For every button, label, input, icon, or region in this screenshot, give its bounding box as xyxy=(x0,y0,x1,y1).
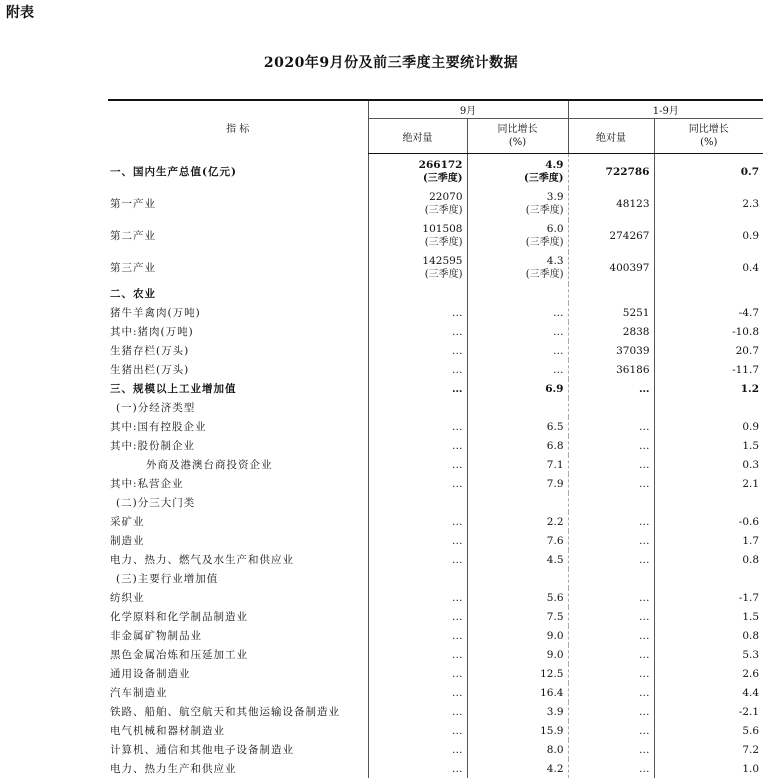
sep-yoy-cell: … xyxy=(467,341,568,360)
ytd-absolute-cell: … xyxy=(568,759,654,778)
sep-absolute-cell xyxy=(368,398,467,417)
table-row xyxy=(108,645,763,664)
ytd-yoy-cell: 1.5 xyxy=(654,436,763,455)
sep-yoy-cell xyxy=(467,220,568,252)
sep-yoy-cell: 3.9 xyxy=(467,702,568,721)
sep-absolute-cell: … xyxy=(368,550,467,569)
table-body xyxy=(108,154,763,779)
ytd-absolute-cell: 36186 xyxy=(568,360,654,379)
header-yoy-line1: 同比增长 xyxy=(497,124,538,135)
sep-yoy-cell: 9.0 xyxy=(467,626,568,645)
ytd-absolute-cell: … xyxy=(568,474,654,493)
header-yoy-line1: 同比增长 xyxy=(688,124,729,135)
sep-yoy-cell: 6.5 xyxy=(467,417,568,436)
row-label: 外商及港澳台商投资企业 xyxy=(146,458,273,471)
table-row xyxy=(108,550,763,569)
row-label: 通用设备制造业 xyxy=(110,667,191,680)
ytd-yoy-cell: 0.8 xyxy=(654,550,763,569)
row-label: 其中:私营企业 xyxy=(110,477,184,490)
row-label: 其中:股份制企业 xyxy=(110,439,196,452)
sep-absolute-cell xyxy=(368,284,467,303)
row-label: 生猪存栏(万头) xyxy=(110,344,190,357)
table-row xyxy=(108,398,763,417)
sep-yoy-cell-note: (三季度) xyxy=(524,173,564,184)
ytd-yoy-cell: 5.3 xyxy=(654,645,763,664)
sep-absolute-cell: … xyxy=(368,683,467,702)
ytd-yoy-cell: -10.8 xyxy=(654,322,763,341)
table-row xyxy=(108,417,763,436)
ytd-yoy-cell: 2.1 xyxy=(654,474,763,493)
table-row xyxy=(108,569,763,588)
header-sep-absolute: 绝对量 xyxy=(368,119,467,154)
sep-absolute-cell xyxy=(368,188,467,220)
sep-yoy-cell xyxy=(467,398,568,417)
row-label: 汽车制造业 xyxy=(110,686,168,699)
row-label: 其中:国有控股企业 xyxy=(110,420,207,433)
sep-yoy-cell-note: (三季度) xyxy=(525,205,564,216)
row-label: 电力、热力、燃气及水生产和供应业 xyxy=(110,553,294,566)
row-label: (三)主要行业增加值 xyxy=(116,572,219,585)
sep-absolute-cell: … xyxy=(368,740,467,759)
table-row xyxy=(108,379,763,398)
ytd-yoy-cell: 0.3 xyxy=(654,455,763,474)
row-label: 二、农业 xyxy=(110,287,156,300)
header-indicator: 指 标 xyxy=(108,100,368,154)
header-sep-yoy xyxy=(467,119,568,154)
ytd-yoy-cell: -2.1 xyxy=(654,702,763,721)
sep-yoy-cell: 2.2 xyxy=(467,512,568,531)
sep-absolute-cell: … xyxy=(368,607,467,626)
sep-yoy-cell: 8.0 xyxy=(467,740,568,759)
row-label: 第一产业 xyxy=(110,198,156,210)
table-row xyxy=(108,493,763,512)
sep-absolute-cell xyxy=(368,569,467,588)
row-label: 电气机械和器材制造业 xyxy=(110,724,225,737)
ytd-yoy-cell: 4.4 xyxy=(654,683,763,702)
table-row xyxy=(108,341,763,360)
header-ytd-yoy xyxy=(654,119,763,154)
sep-yoy-cell: 15.9 xyxy=(467,721,568,740)
ytd-absolute-cell xyxy=(568,398,654,417)
ytd-absolute-cell xyxy=(568,569,654,588)
ytd-absolute-cell: … xyxy=(568,702,654,721)
ytd-yoy-cell: 1.2 xyxy=(654,379,763,398)
appendix-label: 附表 xyxy=(6,5,34,21)
ytd-absolute-cell: … xyxy=(568,417,654,436)
sep-absolute-cell: … xyxy=(368,322,467,341)
table-row xyxy=(108,531,763,550)
table-row xyxy=(108,664,763,683)
sep-yoy-cell xyxy=(467,252,568,284)
row-label: 一、国内生产总值(亿元) xyxy=(110,165,237,178)
row-label: 非金属矿物制品业 xyxy=(110,629,202,642)
ytd-absolute-cell: … xyxy=(568,607,654,626)
sep-absolute-cell: … xyxy=(368,455,467,474)
ytd-absolute-cell: 2838 xyxy=(568,322,654,341)
table-row xyxy=(108,607,763,626)
ytd-absolute-cell: 274267 xyxy=(568,220,654,252)
row-label: 计算机、通信和其他电子设备制造业 xyxy=(110,743,294,756)
table-row xyxy=(108,474,763,493)
row-label: 黑色金属冶炼和压延加工业 xyxy=(110,648,248,661)
ytd-absolute-cell: … xyxy=(568,379,654,398)
sep-absolute-cell: … xyxy=(368,702,467,721)
ytd-yoy-cell: 0.9 xyxy=(654,417,763,436)
row-label: 其中:猪肉(万吨) xyxy=(110,325,194,338)
row-label: 化学原料和化学制品制造业 xyxy=(110,610,248,623)
row-label: (二)分三大门类 xyxy=(116,496,196,509)
ytd-yoy-cell: 0.9 xyxy=(654,220,763,252)
sep-yoy-cell-value: 4.9 xyxy=(545,159,564,171)
header-yoy-line2: (%) xyxy=(508,137,527,148)
ytd-yoy-cell: 20.7 xyxy=(654,341,763,360)
sep-yoy-cell: 5.6 xyxy=(467,588,568,607)
row-label: 三、规模以上工业增加值 xyxy=(110,382,237,395)
sep-absolute-cell-note: (三季度) xyxy=(424,205,463,216)
row-label: 电力、热力生产和供应业 xyxy=(110,762,237,775)
ytd-yoy-cell: 2.3 xyxy=(654,188,763,220)
sep-absolute-cell-value: 101508 xyxy=(422,223,463,235)
sep-absolute-cell: … xyxy=(368,626,467,645)
header-jan-sep: 1-9月 xyxy=(568,100,763,119)
ytd-absolute-cell xyxy=(568,493,654,512)
sep-absolute-cell xyxy=(368,220,467,252)
ytd-absolute-cell xyxy=(568,284,654,303)
table-row xyxy=(108,360,763,379)
row-label: 制造业 xyxy=(110,534,145,547)
sep-yoy-cell: 16.4 xyxy=(467,683,568,702)
sep-yoy-cell: 6.8 xyxy=(467,436,568,455)
sep-yoy-cell-value: 6.0 xyxy=(546,223,564,235)
statistics-table xyxy=(108,99,763,778)
sep-absolute-cell-value: 22070 xyxy=(429,191,463,203)
sep-yoy-cell: 7.5 xyxy=(467,607,568,626)
table-row xyxy=(108,683,763,702)
ytd-yoy-cell xyxy=(654,493,763,512)
ytd-absolute-cell: … xyxy=(568,645,654,664)
ytd-absolute-cell: 5251 xyxy=(568,303,654,322)
table-row xyxy=(108,512,763,531)
ytd-yoy-cell: 7.2 xyxy=(654,740,763,759)
ytd-absolute-cell: … xyxy=(568,512,654,531)
sep-yoy-cell xyxy=(467,188,568,220)
table-row xyxy=(108,284,763,303)
ytd-yoy-cell xyxy=(654,569,763,588)
row-label: 第三产业 xyxy=(110,262,156,274)
ytd-absolute-cell: … xyxy=(568,588,654,607)
table-row xyxy=(108,154,763,189)
sep-absolute-cell: … xyxy=(368,379,467,398)
ytd-absolute-cell: … xyxy=(568,721,654,740)
page-title: 2020年9月份及前三季度主要统计数据 xyxy=(263,55,519,71)
table-row xyxy=(108,220,763,252)
ytd-yoy-cell: 0.8 xyxy=(654,626,763,645)
sep-absolute-cell: … xyxy=(368,645,467,664)
ytd-yoy-cell: 1.7 xyxy=(654,531,763,550)
ytd-absolute-cell: … xyxy=(568,626,654,645)
sep-absolute-cell-note: (三季度) xyxy=(424,237,463,248)
sep-yoy-cell: … xyxy=(467,360,568,379)
sep-absolute-cell xyxy=(368,252,467,284)
ytd-absolute-cell: 37039 xyxy=(568,341,654,360)
sep-yoy-cell xyxy=(467,569,568,588)
table-header xyxy=(108,100,763,154)
sep-absolute-cell: … xyxy=(368,759,467,778)
ytd-absolute-cell: … xyxy=(568,740,654,759)
table-row xyxy=(108,322,763,341)
row-label: 铁路、船舶、航空航天和其他运输设备制造业 xyxy=(110,705,340,718)
sep-yoy-cell xyxy=(467,154,568,189)
ytd-yoy-cell: 1.5 xyxy=(654,607,763,626)
ytd-absolute-cell: … xyxy=(568,664,654,683)
table-row xyxy=(108,436,763,455)
ytd-yoy-cell: 0.7 xyxy=(654,154,763,189)
sep-absolute-cell-note: (三季度) xyxy=(424,269,463,280)
table-row xyxy=(108,188,763,220)
row-label: 采矿业 xyxy=(110,515,145,528)
ytd-absolute-cell: … xyxy=(568,531,654,550)
sep-absolute-cell: … xyxy=(368,303,467,322)
sep-yoy-cell: … xyxy=(467,303,568,322)
table-row xyxy=(108,626,763,645)
sep-absolute-cell-value: 142595 xyxy=(422,255,463,267)
table-row xyxy=(108,303,763,322)
sep-absolute-cell: … xyxy=(368,474,467,493)
ytd-absolute-cell: … xyxy=(568,436,654,455)
table-row xyxy=(108,740,763,759)
ytd-yoy-cell: 2.6 xyxy=(654,664,763,683)
sep-absolute-cell: … xyxy=(368,436,467,455)
sep-yoy-cell xyxy=(467,284,568,303)
sep-yoy-cell-note: (三季度) xyxy=(525,269,564,280)
header-yoy-line2: (%) xyxy=(700,137,718,148)
table-row xyxy=(108,455,763,474)
ytd-absolute-cell: 722786 xyxy=(568,154,654,189)
ytd-absolute-cell: 400397 xyxy=(568,252,654,284)
sep-absolute-cell: … xyxy=(368,664,467,683)
sep-absolute-cell-value: 266172 xyxy=(418,159,463,171)
row-label: 纺织业 xyxy=(110,591,145,604)
sep-absolute-cell-note: (三季度) xyxy=(423,173,463,184)
ytd-yoy-cell xyxy=(654,284,763,303)
table-row xyxy=(108,588,763,607)
ytd-yoy-cell xyxy=(654,398,763,417)
ytd-absolute-cell: … xyxy=(568,455,654,474)
sep-absolute-cell: … xyxy=(368,512,467,531)
ytd-absolute-cell: … xyxy=(568,550,654,569)
sep-absolute-cell: … xyxy=(368,531,467,550)
sep-yoy-cell: 6.9 xyxy=(467,379,568,398)
ytd-yoy-cell: 1.0 xyxy=(654,759,763,778)
sep-yoy-cell-value: 4.3 xyxy=(546,255,564,267)
sep-absolute-cell: … xyxy=(368,588,467,607)
sep-yoy-cell: … xyxy=(467,322,568,341)
sep-absolute-cell: … xyxy=(368,417,467,436)
ytd-yoy-cell: 5.6 xyxy=(654,721,763,740)
sep-yoy-cell: 7.1 xyxy=(467,455,568,474)
sep-absolute-cell: … xyxy=(368,360,467,379)
row-label: 生猪出栏(万头) xyxy=(110,363,190,376)
sep-yoy-cell: 4.2 xyxy=(467,759,568,778)
sep-yoy-cell: 9.0 xyxy=(467,645,568,664)
header-ytd-absolute: 绝对量 xyxy=(568,119,654,154)
ytd-yoy-cell: -0.6 xyxy=(654,512,763,531)
sep-absolute-cell xyxy=(368,493,467,512)
ytd-absolute-cell: … xyxy=(568,683,654,702)
sep-yoy-cell: 12.5 xyxy=(467,664,568,683)
ytd-yoy-cell: -11.7 xyxy=(654,360,763,379)
sep-absolute-cell xyxy=(368,154,467,189)
sep-yoy-cell-note: (三季度) xyxy=(525,237,564,248)
table-row xyxy=(108,759,763,778)
ytd-absolute-cell: 48123 xyxy=(568,188,654,220)
header-september: 9月 xyxy=(368,100,568,119)
sep-yoy-cell-value: 3.9 xyxy=(546,191,564,203)
row-label: 猪牛羊禽肉(万吨) xyxy=(110,306,201,319)
sep-yoy-cell: 4.5 xyxy=(467,550,568,569)
ytd-yoy-cell: 0.4 xyxy=(654,252,763,284)
table-row xyxy=(108,721,763,740)
table-row xyxy=(108,252,763,284)
ytd-yoy-cell: -1.7 xyxy=(654,588,763,607)
sep-absolute-cell: … xyxy=(368,341,467,360)
row-label: (一)分经济类型 xyxy=(116,401,196,414)
row-label: 第二产业 xyxy=(110,230,156,242)
table-row xyxy=(108,702,763,721)
sep-yoy-cell: 7.9 xyxy=(467,474,568,493)
sep-yoy-cell: 7.6 xyxy=(467,531,568,550)
sep-yoy-cell xyxy=(467,493,568,512)
ytd-yoy-cell: -4.7 xyxy=(654,303,763,322)
sep-absolute-cell: … xyxy=(368,721,467,740)
